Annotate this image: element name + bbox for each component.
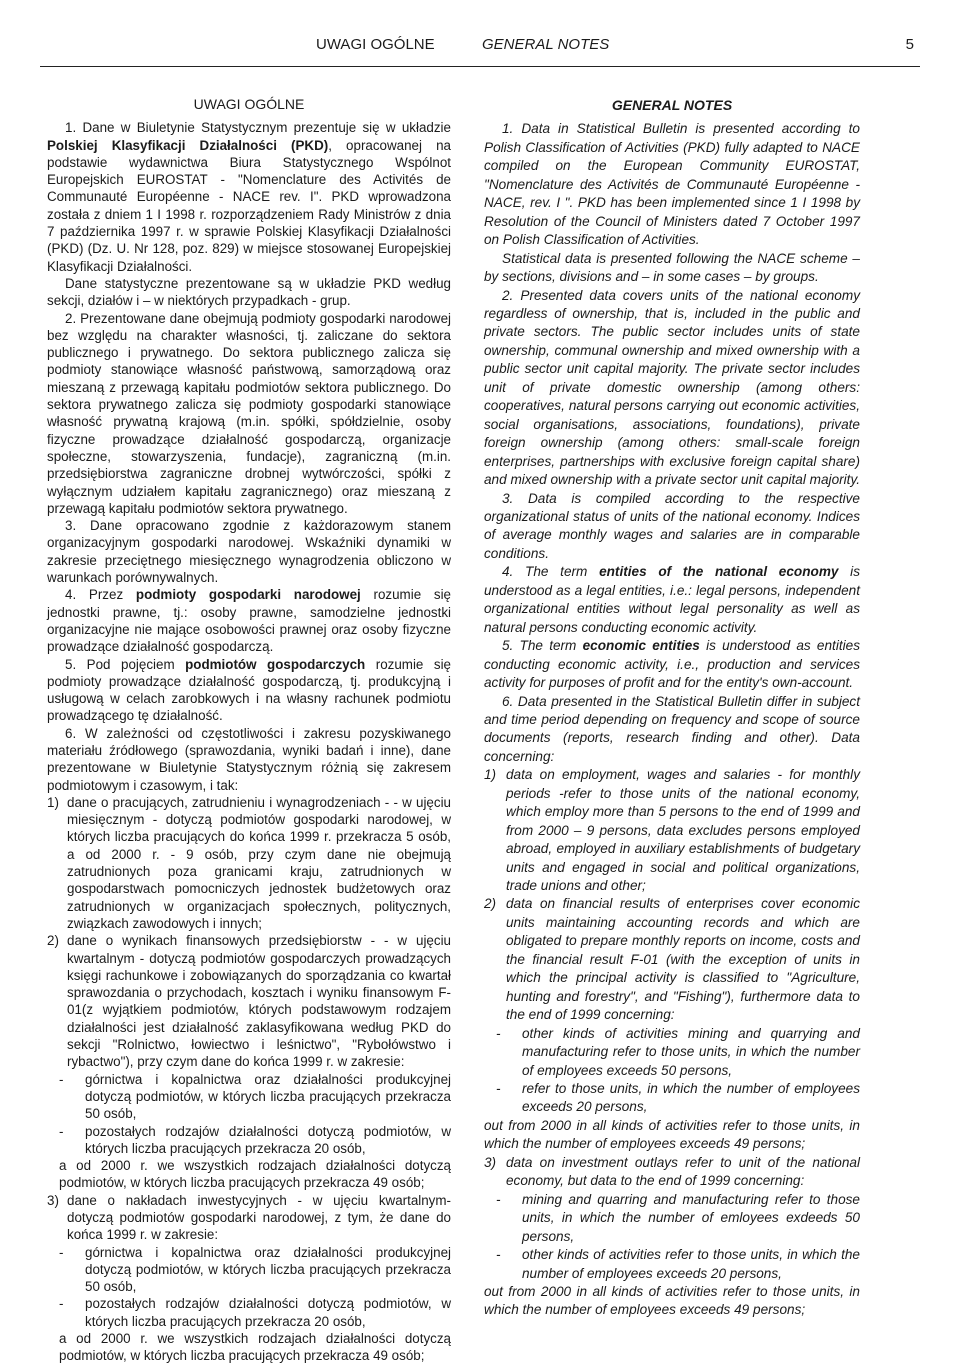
data-scope-list-pl-3 <box>47 1192 451 1244</box>
sublist-item: - górnictwa i kopalnictwa oraz działalności produkcyjnej dotyczą podmiotów, w których liczba pracujących przekracza 50 osób, <box>47 1244 451 1296</box>
list-continuation-pl-2: a od 2000 r. we wszystkich rodzajach działalności dotyczą podmiotów, w których liczba pracujących przekracza 49 osób; <box>59 1158 451 1191</box>
list-item: 2) dane o wynikach finansowych przedsiębiorstw - - w ujęciu kwartalnym - dotyczą podmiotów gospodarczych prowadzących księgi rachunkowe i zobowiązanych do sporządzania co kwartał sprawozdania o przychodach, kosztach i wyniku finansowym F-01(z wyjątkiem podmiotów, których podstawowym rodzajem działalności jest działalność zaklasyfikowana według PKD do sekcji "Rolnictwo, łowiectwo i leśnictwo", "Rybołówstwo i rybactwo"), przy czym dane do końca 1999 r. w zakresie: <box>47 933 451 1070</box>
paragraph-4-pl: 4. Przez podmioty gospodarki narodowej rozumie się jednostki prawne, tj.: osoby prawne, samodzielne jednostki organizacyjne nie mające osobowości prawnej oraz osoby fizyczne prowadzące działalność gospodarczą. <box>47 587 451 655</box>
sublist-item: - refer to those units, in which the number of employees exceeds 20 persons, <box>484 1080 860 1117</box>
data-scope-list-pl <box>47 794 451 1071</box>
sublist-item: - pozostałych rodzajów działalności dotyczą podmiotów, w których liczba pracujących przekracza 20 osób, <box>47 1123 451 1158</box>
section-title-en: GENERAL NOTES <box>611 97 733 113</box>
data-scope-list-en-3 <box>484 1154 860 1191</box>
column-polish <box>47 96 451 1365</box>
paragraph-5-en: 5. The term economic entities is understood as entities conducting economic activity, i.e., production and services activity for purposes of profit and for the entity's own-account. <box>484 638 861 691</box>
term-entities-national-economy: entities of the national economy <box>599 564 839 580</box>
term-pkd: Polskiej Klasyfikacji Działalności (PKD) <box>47 137 329 153</box>
term-podmioty-gospodarki: podmioty gospodarki narodowej <box>135 587 361 603</box>
paragraph-5-pl: 5. Pod pojęciem podmiotów gospodarczych rozumie się podmioty prowadzące działalność gospodarczą, tj. produkcyjną i usługową w celach zarobkowych i na własny rachunek podmiotu prowadzącego tę działalność. <box>47 656 452 724</box>
list-continuation-en-2: out from 2000 in all kinds of activities refer to those units, in which the number of employees exceeds 49 persons; <box>484 1117 860 1152</box>
term-podmioty-gospodarcze: podmiotów gospodarczych <box>185 656 366 672</box>
sublist-en-2 <box>484 1025 860 1117</box>
section-title-pl: UWAGI OGÓLNE <box>193 96 305 112</box>
list-item: 3) dane o nakładach inwestycyjnych - w ujęciu kwartalnym- dotyczą podmiotów gospodarki narodowej, z tym, że dane do końca 1999 r. w zakresie: <box>47 1192 451 1243</box>
sublist-pl-3 <box>47 1244 451 1330</box>
sublist-item: - pozostałych rodzajów działalności dotyczą podmiotów, w których liczba pracujących przekracza 20 osób, <box>47 1295 451 1330</box>
term-economic-entities: economic entities <box>582 638 700 654</box>
paragraph-2-pl: 2. Prezentowane dane obejmują podmioty gospodarki narodowej bez względu na charakter własności, tj. zaliczane do sektora publicznego i prywatnego. Do sektora publicznego zalicza się podmioty stanowiące własność państwową, samorządową oraz mieszaną z przewagą kapitału podmiotów sektora publicznego. Do sektora prywatnego zalicza się podmioty gospodarki stanowiące własność prywatną krajową (m.in. spółki, spółdzielnie, osoby fizyczne prowadzące działalność gospodarczą, organizacje społeczne, stowarzyszenia, fundacje), zagraniczną (m.in. przedsiębiorstwa zagraniczne drobnej wytwórczości, spółki z wyłącznym udziałem kapitału zagranicznego) oraz mieszaną z przewagą kapitału podmiotów sektora prywatnego. <box>47 310 451 516</box>
list-continuation-pl-3: a od 2000 r. we wszystkich rodzajach działalności dotyczą podmiotów, w których liczba pracujących przekracza 49 osób; <box>59 1331 451 1364</box>
paragraph-4-en: 4. The term entities of the national economy is understood as a legal entities, i.e.: legal persons, independent organizational entities without legal personality as well as natural persons conducting economic activity. <box>484 564 861 635</box>
column-english <box>484 96 860 1320</box>
list-item: 1) dane o pracujących, zatrudnieniu i wynagrodzeniach - - w ujęciu miesięcznym - dotyczą podmiotów gospodarki narodowej, w których liczba pracujących do końca 1999 r. przekracza 5 osób, a od 2000 r. - 9 osób, przy czym dane nie obejmują zatrudnionych poza granicami kraju, zatrudnionych w gospodarstwach pomocniczych jednostek budżetowych oraz zatrudnionych w organizacjach społecznych, politycznych, związkach zawodowych i innych; <box>47 794 451 931</box>
header-title-en: GENERAL NOTES <box>482 36 610 53</box>
paragraph-1b-en: Statistical data is presented following the NACE scheme – by sections, divisions and – in some cases – by groups. <box>484 250 860 285</box>
sublist-item: - other kinds of activities mining and quarrying and manufacturing refer to those units, in which the number of employees exceeds 50 persons, <box>484 1025 860 1080</box>
list-item: 3) data on investment outlays refer to unit of the national economy, but data to the end of 1999 concerning: <box>484 1154 860 1189</box>
header-title-pl: UWAGI OGÓLNE <box>316 36 435 53</box>
sublist-en-3 <box>484 1191 860 1283</box>
data-scope-list-en <box>484 766 860 1024</box>
paragraph-3-en: 3. Data is compiled according to the respective organizational status of units of the national economy. Indices of average monthly wages and salaries are in comparable conditions. <box>484 490 860 561</box>
paragraph-3-pl: 3. Dane opracowano zgodnie z każdorazowym stanem organizacyjnym gospodarki narodowej. Wskaźniki dynamiki w zakresie przeciętnego miesięcznego wynagrodzenia obliczono w warunkach porównywalnych. <box>47 518 451 586</box>
sublist-pl-2 <box>47 1071 451 1157</box>
list-continuation-en-3: out from 2000 in all kinds of activities refer to those units, in which the number of employees exceeds 49 persons; <box>484 1284 860 1318</box>
sublist-item: - górnictwa i kopalnictwa oraz działalności produkcyjnej dotyczą podmiotów, w których liczba pracujących przekracza 50 osób, <box>47 1071 451 1123</box>
paragraph-6-pl: 6. W zależności od częstotliwości i zakresu pozyskiwanego materiału źródłowego (sprawozdania, wyniki badań i inne), dane prezentowane w Biuletynie Statystycznym różnią się zakresem podmiotowym i czasowym, i tak: <box>47 725 451 793</box>
sublist-item: - other kinds of activities refer to those units, in which the number of employees exceeds 20 persons, <box>484 1246 860 1283</box>
paragraph-2-en: 2. Presented data covers units of the national economy regardless of ownership, that is, included in the public and private sectors. The public sector includes units of state ownership, communal ownership and mixed ownership with a public sector unit capital majority. The private sector includes unit of private domestic ownership (among others: cooperatives, natural persons carrying out economic activities, social organisations, associations, foundations), private foreign ownership (among others: small-scale foreign enterprises, partnerships with exclusive foreign capital share) and mixed ownership with a private sector unit capital majority. <box>484 287 861 488</box>
paragraph-1b-pl: Dane statystyczne prezentowane są w układzie PKD według sekcji, działów i – w niektórych przypadkach - grup. <box>47 275 451 309</box>
page-number: 5 <box>905 36 914 53</box>
paragraph-6-en: 6. Data presented in the Statistical Bulletin differ in subject and time period depending on frequency and scope of source documents (reports, research finding and other). Data concerning: <box>484 693 860 764</box>
paragraph-1-en: 1. Data in Statistical Bulletin is presented according to Polish Classification of Activities (PKD) fully adapted to NACE compiled on the European Community EUROSTAT, "Nomenclature des Activités de Communauté Européenne - NACE, rev. I ". PKD has been implemented since 1 I 1998 by Resolution of the Council of Ministers dated 7 October 1997 on Polish Classification of Activities. <box>484 121 860 248</box>
list-item: 2) data on financial results of enterprises cover economic units maintaining accounting records and which are obligated to prepare monthly reports on income, costs and the financial result F-01 (with the exception of units in which the principal activity is classified to "Agriculture, hunting and forestry", and "Fishing"), furthermore data to the end of 1999 concerning: <box>484 896 860 1023</box>
sublist-item: - mining and quarring and manufacturing refer to those units, in which the number of emloyees exdeeds 50 persons, <box>484 1191 860 1246</box>
running-header <box>40 36 920 67</box>
paragraph-1-pl: 1. Dane w Biuletynie Statystycznym prezentuje się w układzie Polskiej Klasyfikacji Działalności (PKD), opracowanej na podstawie wydawnictwa Biura Statystycznego Wspólnot Europejskich EUROSTAT - "Nomenclature des Activités de Communauté Européenne - NACE rev. I". PKD wprowadzona została z dniem 1 I 1998 r. rozporządzeniem Rady Ministrów z dnia 7 października 1997 r. w sprawie Polskiej Klasyfikacji Działalności (PKD) (Dz. U. Nr 128, poz. 829) w miejsce stosowanej Europejskiej Klasyfikacji Działalności. <box>47 120 451 274</box>
list-item: 1) data on employment, wages and salaries - for monthly periods -refer to those units of the national economy, which employ more than 5 persons to the end of 1999 and from 2000 – 9 persons, data excludes persons employed abroad, employed in auxiliary establishments of budgetary units and engaged in social and political organizations, trade unions and other; <box>484 767 860 894</box>
